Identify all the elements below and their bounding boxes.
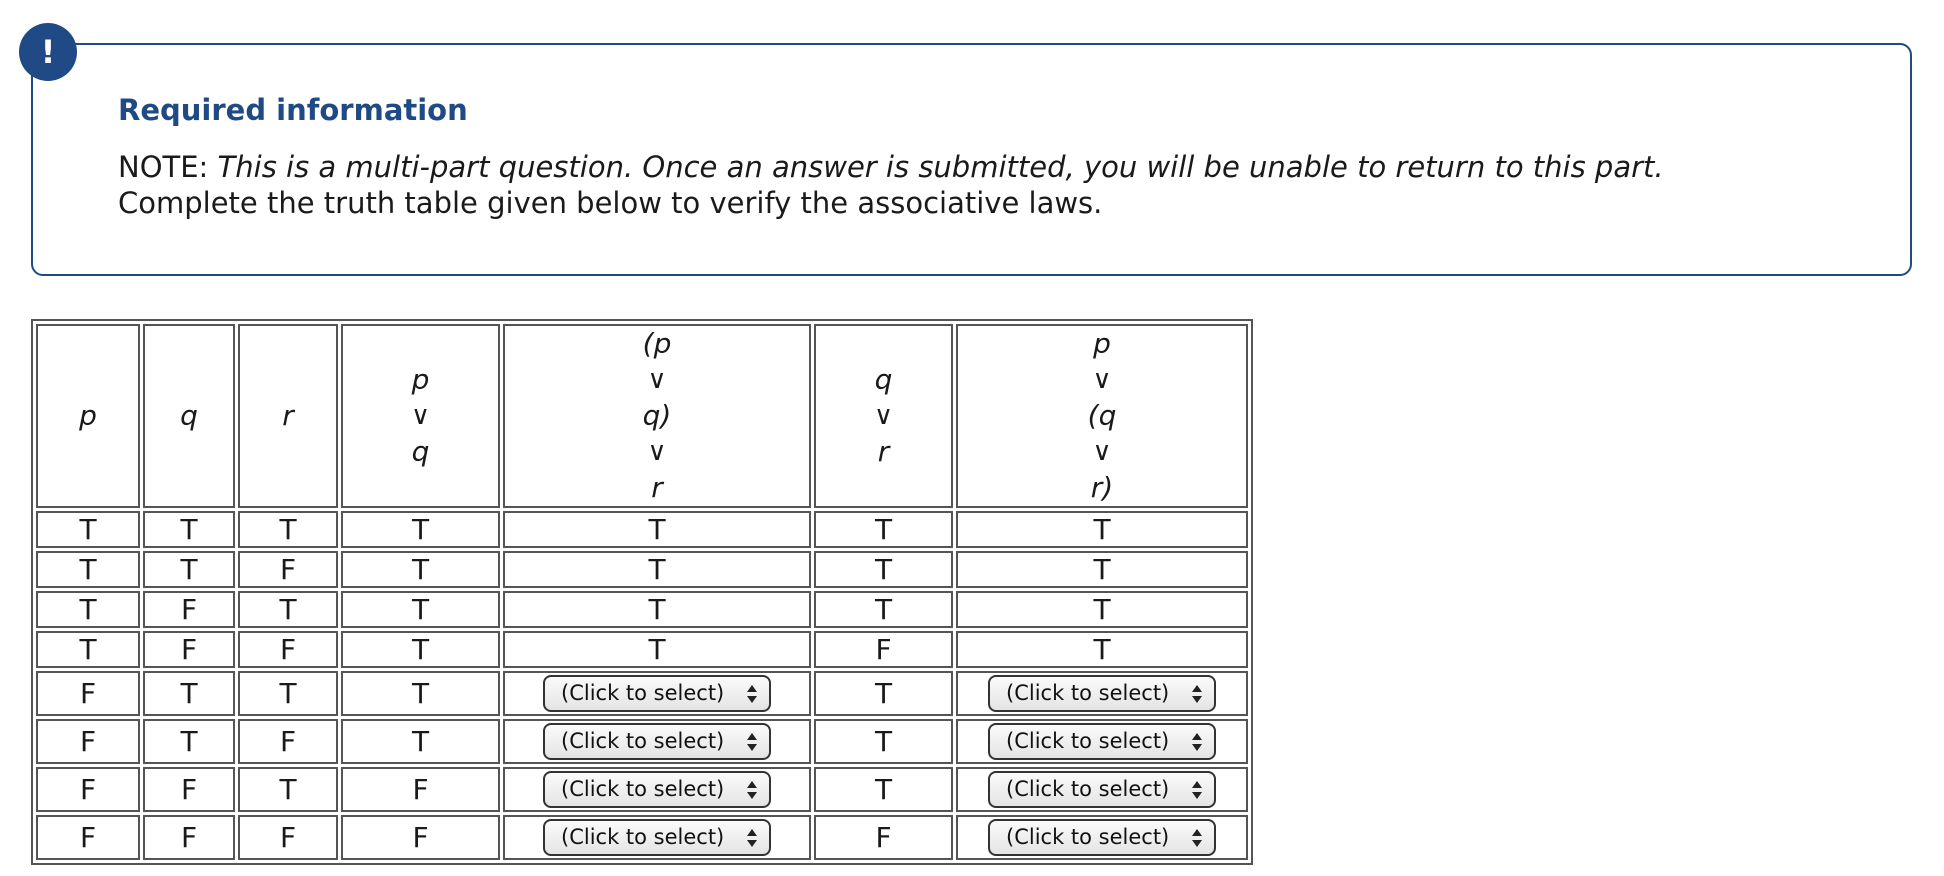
select-value: (Click to select)	[561, 681, 725, 705]
cell-q: F	[143, 767, 235, 812]
cell-q: T	[143, 551, 235, 588]
select-value: (Click to select)	[561, 825, 725, 849]
header-token: r	[282, 399, 294, 432]
header-stack	[505, 326, 809, 506]
header-stack	[816, 362, 951, 470]
cell-r: F	[238, 551, 338, 588]
header-token: p	[411, 363, 430, 396]
cell-q-or-r: T	[814, 551, 953, 588]
header-token: r	[651, 471, 663, 504]
or-operator: ∨	[1092, 365, 1112, 395]
answer-select[interactable]	[543, 819, 771, 856]
updown-arrows-icon	[747, 733, 757, 751]
header-token: (p	[642, 327, 672, 360]
updown-arrows-icon	[1192, 733, 1202, 751]
or-operator: ∨	[873, 401, 894, 431]
table-row	[36, 631, 1248, 668]
updown-arrows-icon	[747, 685, 757, 703]
answer-select[interactable]	[543, 771, 771, 808]
cell-q-or-r: T	[814, 767, 953, 812]
answer-select[interactable]	[988, 723, 1216, 760]
header-token: q	[874, 363, 893, 396]
cell-p-or-q: F	[341, 767, 500, 812]
cell-p-or-q: F	[341, 815, 500, 860]
select-value: (Click to select)	[1006, 825, 1170, 849]
updown-arrows-icon	[747, 829, 757, 847]
exclamation-icon: !	[19, 23, 77, 81]
cell-q: T	[143, 511, 235, 548]
updown-arrows-icon	[1192, 685, 1202, 703]
select-value: (Click to select)	[561, 729, 725, 753]
header-row	[36, 324, 1248, 508]
cell-p-or-q-or-r-grouped	[956, 719, 1248, 764]
header-p-or-q-or-r-grouped	[956, 324, 1248, 508]
cell-q-or-r: T	[814, 671, 953, 716]
or-operator: ∨	[647, 437, 667, 467]
updown-arrows-icon	[747, 781, 757, 799]
header-p	[36, 324, 140, 508]
cell-q-or-r: T	[814, 591, 953, 628]
or-operator: ∨	[1092, 437, 1112, 467]
cell-q-or-r: T	[814, 511, 953, 548]
note-text: This is a multi-part question. Once an answer is submitted, you will be unable to return to this part.	[217, 150, 1664, 184]
header-token: p	[1093, 327, 1111, 360]
cell-r: T	[238, 591, 338, 628]
cell-p-or-q-or-r-grouped	[956, 767, 1248, 812]
answer-select[interactable]	[988, 771, 1216, 808]
cell-q: F	[143, 631, 235, 668]
required-information-panel	[31, 43, 1912, 276]
cell-p-or-q-or-r-grouped: T	[956, 511, 1248, 548]
cell-p: T	[36, 551, 140, 588]
cell-q: F	[143, 815, 235, 860]
note-line	[118, 150, 1664, 184]
updown-arrows-icon	[1192, 781, 1202, 799]
cell-p-or-q-or-r-grouped: T	[956, 631, 1248, 668]
header-token: p	[79, 399, 97, 432]
header-stack	[38, 398, 138, 434]
cell-q: F	[143, 591, 235, 628]
notice-title: Required information	[118, 93, 468, 127]
cell-r: F	[238, 815, 338, 860]
cell-p-or-q-or-r	[503, 815, 811, 860]
note-prefix: NOTE:	[118, 150, 218, 184]
header-stack	[343, 362, 498, 470]
answer-select[interactable]	[543, 723, 771, 760]
cell-p-or-q-or-r	[503, 671, 811, 716]
cell-p-or-q-or-r-grouped	[956, 671, 1248, 716]
header-token: q	[180, 399, 198, 432]
cell-p: T	[36, 511, 140, 548]
cell-p: F	[36, 767, 140, 812]
answer-select[interactable]	[988, 675, 1216, 712]
table-row	[36, 815, 1248, 860]
cell-p: F	[36, 671, 140, 716]
table-row	[36, 767, 1248, 812]
cell-p-or-q-or-r-grouped: T	[956, 591, 1248, 628]
cell-r: F	[238, 631, 338, 668]
select-value: (Click to select)	[561, 777, 725, 801]
cell-p-or-q: T	[341, 551, 500, 588]
select-value: (Click to select)	[1006, 777, 1170, 801]
cell-q-or-r: T	[814, 719, 953, 764]
truth-table	[31, 319, 1253, 865]
cell-p-or-q-or-r-grouped: T	[956, 551, 1248, 588]
cell-q: T	[143, 671, 235, 716]
cell-p-or-q-or-r-grouped	[956, 815, 1248, 860]
or-operator: ∨	[410, 401, 431, 431]
header-token: q)	[642, 399, 672, 432]
cell-r: T	[238, 767, 338, 812]
header-token: r)	[1090, 471, 1114, 504]
table-row	[36, 719, 1248, 764]
cell-p-or-q-or-r	[503, 767, 811, 812]
cell-p-or-q-or-r: T	[503, 591, 811, 628]
cell-p-or-q-or-r	[503, 719, 811, 764]
header-stack	[240, 398, 336, 434]
header-q-or-r	[814, 324, 953, 508]
cell-q-or-r: F	[814, 631, 953, 668]
header-stack	[958, 326, 1246, 506]
cell-q-or-r: F	[814, 815, 953, 860]
cell-p: T	[36, 591, 140, 628]
answer-select[interactable]	[543, 675, 771, 712]
header-p-or-q	[341, 324, 500, 508]
header-token: q	[411, 435, 430, 468]
table-row	[36, 671, 1248, 716]
cell-p: T	[36, 631, 140, 668]
cell-p-or-q-or-r: T	[503, 551, 811, 588]
cell-p-or-q: T	[341, 631, 500, 668]
table-row	[36, 591, 1248, 628]
header-r	[238, 324, 338, 508]
cell-p-or-q: T	[341, 591, 500, 628]
answer-select[interactable]	[988, 819, 1216, 856]
cell-p-or-q-or-r: T	[503, 631, 811, 668]
cell-r: T	[238, 671, 338, 716]
table-row	[36, 511, 1248, 548]
header-stack	[145, 398, 233, 434]
select-value: (Click to select)	[1006, 729, 1170, 753]
cell-p-or-q: T	[341, 671, 500, 716]
instruction-text: Complete the truth table given below to verify the associative laws.	[118, 186, 1103, 220]
header-q	[143, 324, 235, 508]
header-token: (q	[1087, 399, 1117, 432]
select-value: (Click to select)	[1006, 681, 1170, 705]
header-token: r	[877, 435, 890, 468]
header-p-or-q-or-r	[503, 324, 811, 508]
cell-p: F	[36, 719, 140, 764]
updown-arrows-icon	[1192, 829, 1202, 847]
cell-p-or-q: T	[341, 719, 500, 764]
cell-r: F	[238, 719, 338, 764]
cell-p-or-q: T	[341, 511, 500, 548]
cell-r: T	[238, 511, 338, 548]
cell-q: T	[143, 719, 235, 764]
cell-p-or-q-or-r: T	[503, 511, 811, 548]
table-row	[36, 551, 1248, 588]
or-operator: ∨	[647, 365, 667, 395]
cell-p: F	[36, 815, 140, 860]
